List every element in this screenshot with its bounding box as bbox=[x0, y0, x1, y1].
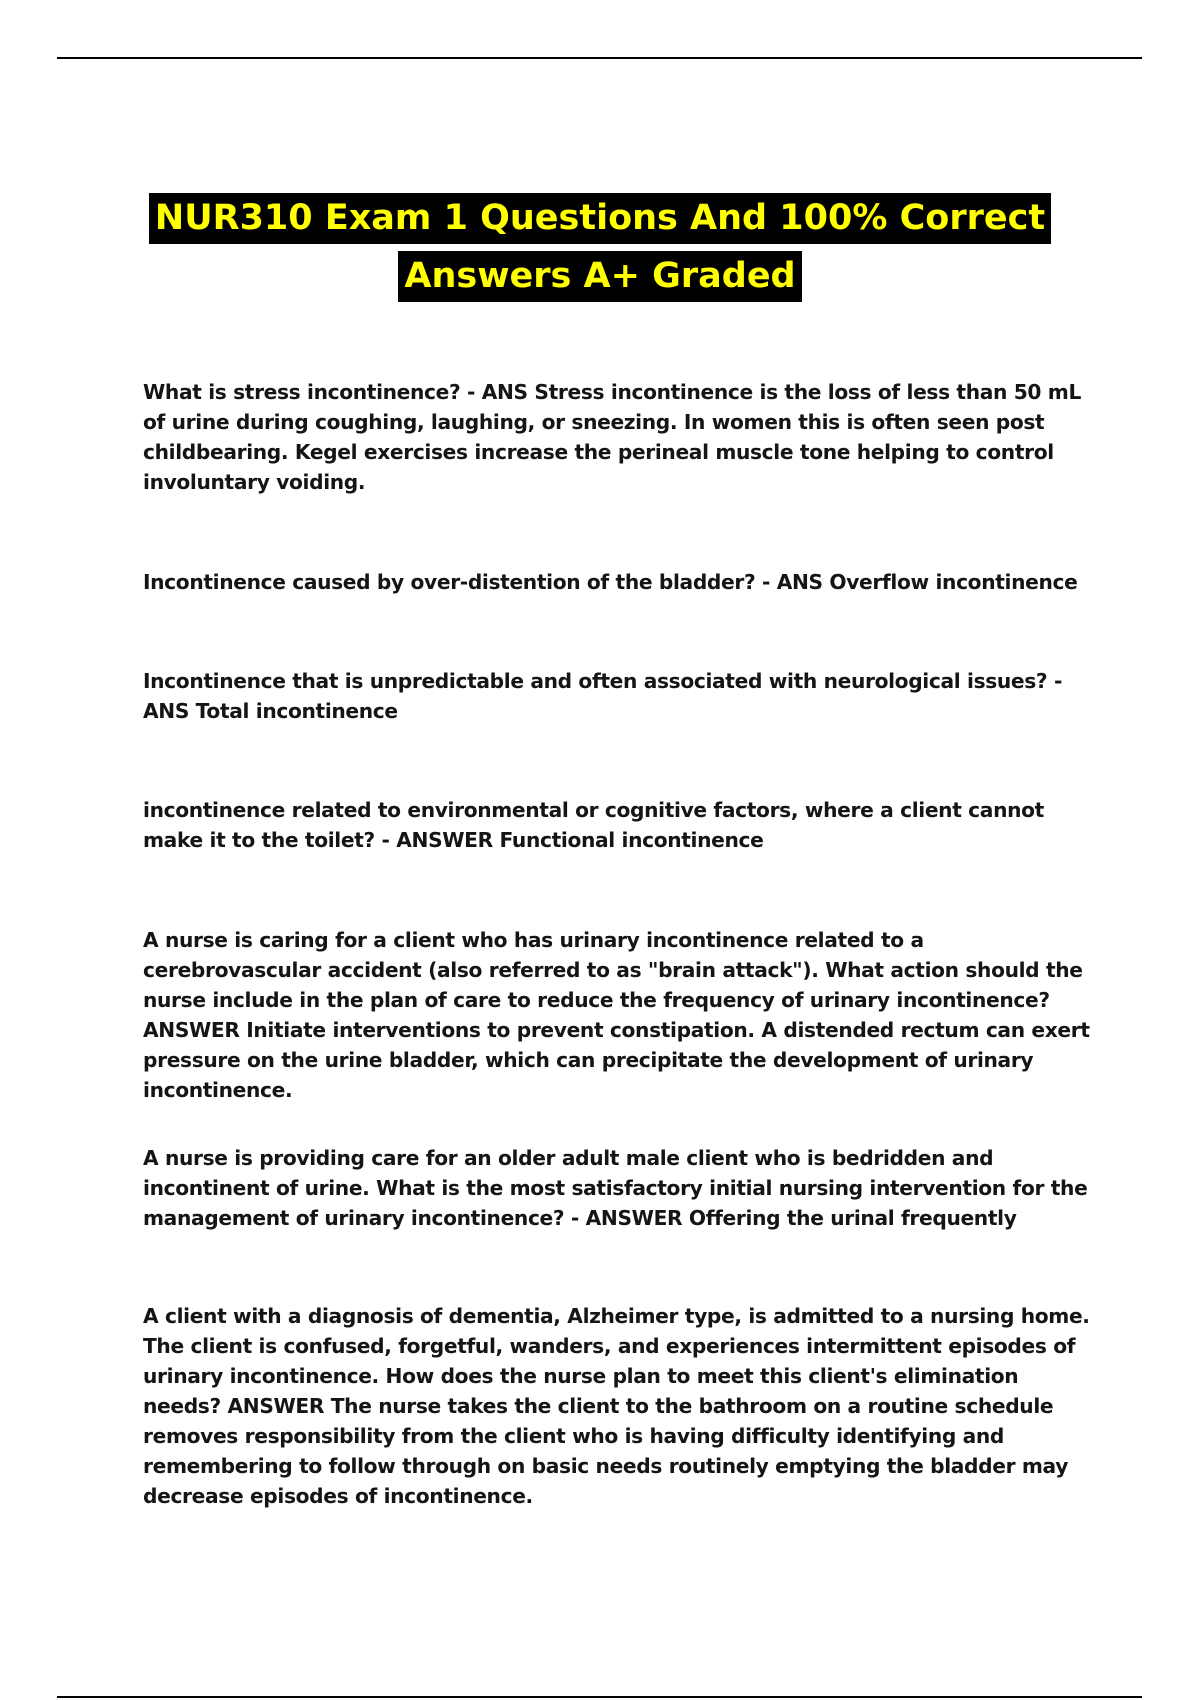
top-rule bbox=[57, 57, 1142, 59]
title-line-2: Answers A+ Graded bbox=[398, 251, 801, 302]
qa-item-bedridden-client: A nurse is providing care for an older adult male client who is bedridden and incontinent of urine. What is the most satisfactory initial nursing intervention for the management of urinary incontinence? - ANSWER Offering the urinal frequently bbox=[143, 1146, 1088, 1230]
qa-item-functional-incontinence: incontinence related to environmental or cognitive factors, where a client cannot make it to the toilet? - ANSWER Functional incontinence bbox=[143, 798, 1044, 852]
document-title bbox=[0, 193, 1200, 302]
qa-item-overflow-incontinence: Incontinence caused by over-distention of the bladder? - ANS Overflow incontinence bbox=[143, 570, 1078, 594]
bottom-rule bbox=[57, 1696, 1142, 1698]
qa-item-dementia-client: A client with a diagnosis of dementia, Alzheimer type, is admitted to a nursing home. The client is confused, forgetful, wanders, and experiences intermittent episodes of urinary incontinence. How does the nurse plan to meet this client's elimination needs? ANSWER The nurse takes the client to the bathroom on a routine schedule removes responsibility from the client who is having difficulty identifying and remembering to follow through on basic needs routinely emptying the bladder may decrease episodes of incontinence. bbox=[143, 1304, 1090, 1508]
qa-item-stress-incontinence: What is stress incontinence? - ANS Stress incontinence is the loss of less than 50 mL of urine during coughing, laughing, or sneezing. In women this is often seen post childbearing. Kegel exercises increase the perineal muscle tone helping to control involuntary voiding. bbox=[143, 380, 1081, 494]
qa-item-cerebrovascular-accident: A nurse is caring for a client who has urinary incontinence related to a cerebrovascular accident (also referred to as "brain attack"). What action should the nurse include in the plan of care to reduce the frequency of urinary incontinence? ANSWER Initiate interventions to prevent constipation. A distended rectum can exert pressure on the urine bladder, which can precipitate the development of urinary incontinence. bbox=[143, 928, 1090, 1102]
qa-item-total-incontinence: Incontinence that is unpredictable and often associated with neurological issues? - ANS Total incontinence bbox=[143, 669, 1063, 723]
title-line-1: NUR310 Exam 1 Questions And 100% Correct bbox=[149, 193, 1051, 244]
